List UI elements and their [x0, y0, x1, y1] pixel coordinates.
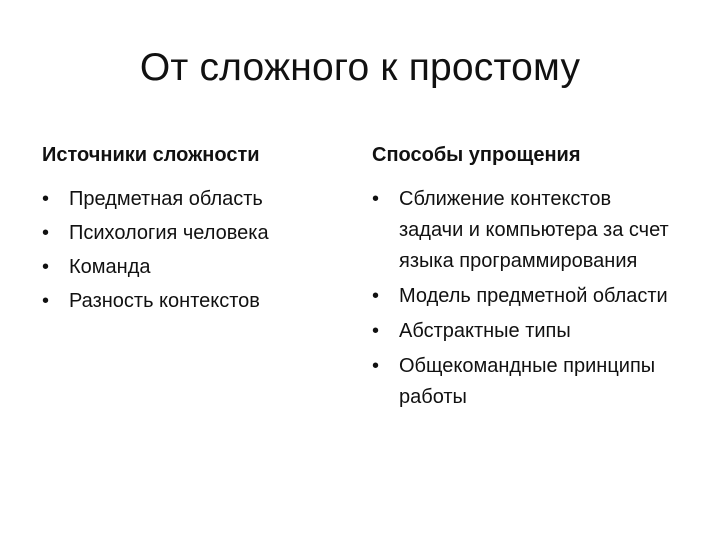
list-item-text: Разность контекстов	[69, 290, 260, 312]
list-item	[372, 281, 672, 312]
bullet-icon: •	[42, 256, 50, 278]
list-item-text: Психология человека	[69, 222, 269, 244]
list-item	[372, 351, 672, 413]
list-item-text: Абстрактные типы	[399, 320, 571, 342]
sources-heading: Источники сложности	[42, 144, 260, 166]
list-item	[42, 184, 342, 215]
bullet-icon: •	[372, 320, 380, 342]
list-item	[372, 316, 672, 347]
list-item-text: Общекомандные принципы работы	[399, 355, 656, 408]
bullet-icon: •	[372, 285, 380, 307]
list-item	[372, 184, 672, 277]
bullet-icon: •	[42, 188, 50, 210]
list-item	[42, 252, 342, 283]
slide-title: От сложного к простому	[139, 46, 581, 89]
sources-list	[42, 184, 342, 317]
list-item-text: Команда	[69, 256, 151, 278]
list-item-text: Модель предметной области	[399, 285, 668, 307]
list-item-text: Сближение контекстов задачи и компьютера за счет языка программирования	[399, 188, 669, 272]
simplification-list	[372, 184, 672, 413]
sources-column	[42, 140, 342, 320]
bullet-icon: •	[372, 188, 380, 210]
bullet-icon: •	[42, 222, 50, 244]
list-item	[42, 218, 342, 249]
simplification-column	[372, 140, 672, 417]
list-item	[42, 286, 342, 317]
bullet-icon: •	[372, 355, 380, 377]
bullet-icon: •	[42, 290, 50, 312]
simplification-heading: Способы упрощения	[372, 144, 581, 166]
list-item-text: Предметная область	[69, 188, 263, 210]
